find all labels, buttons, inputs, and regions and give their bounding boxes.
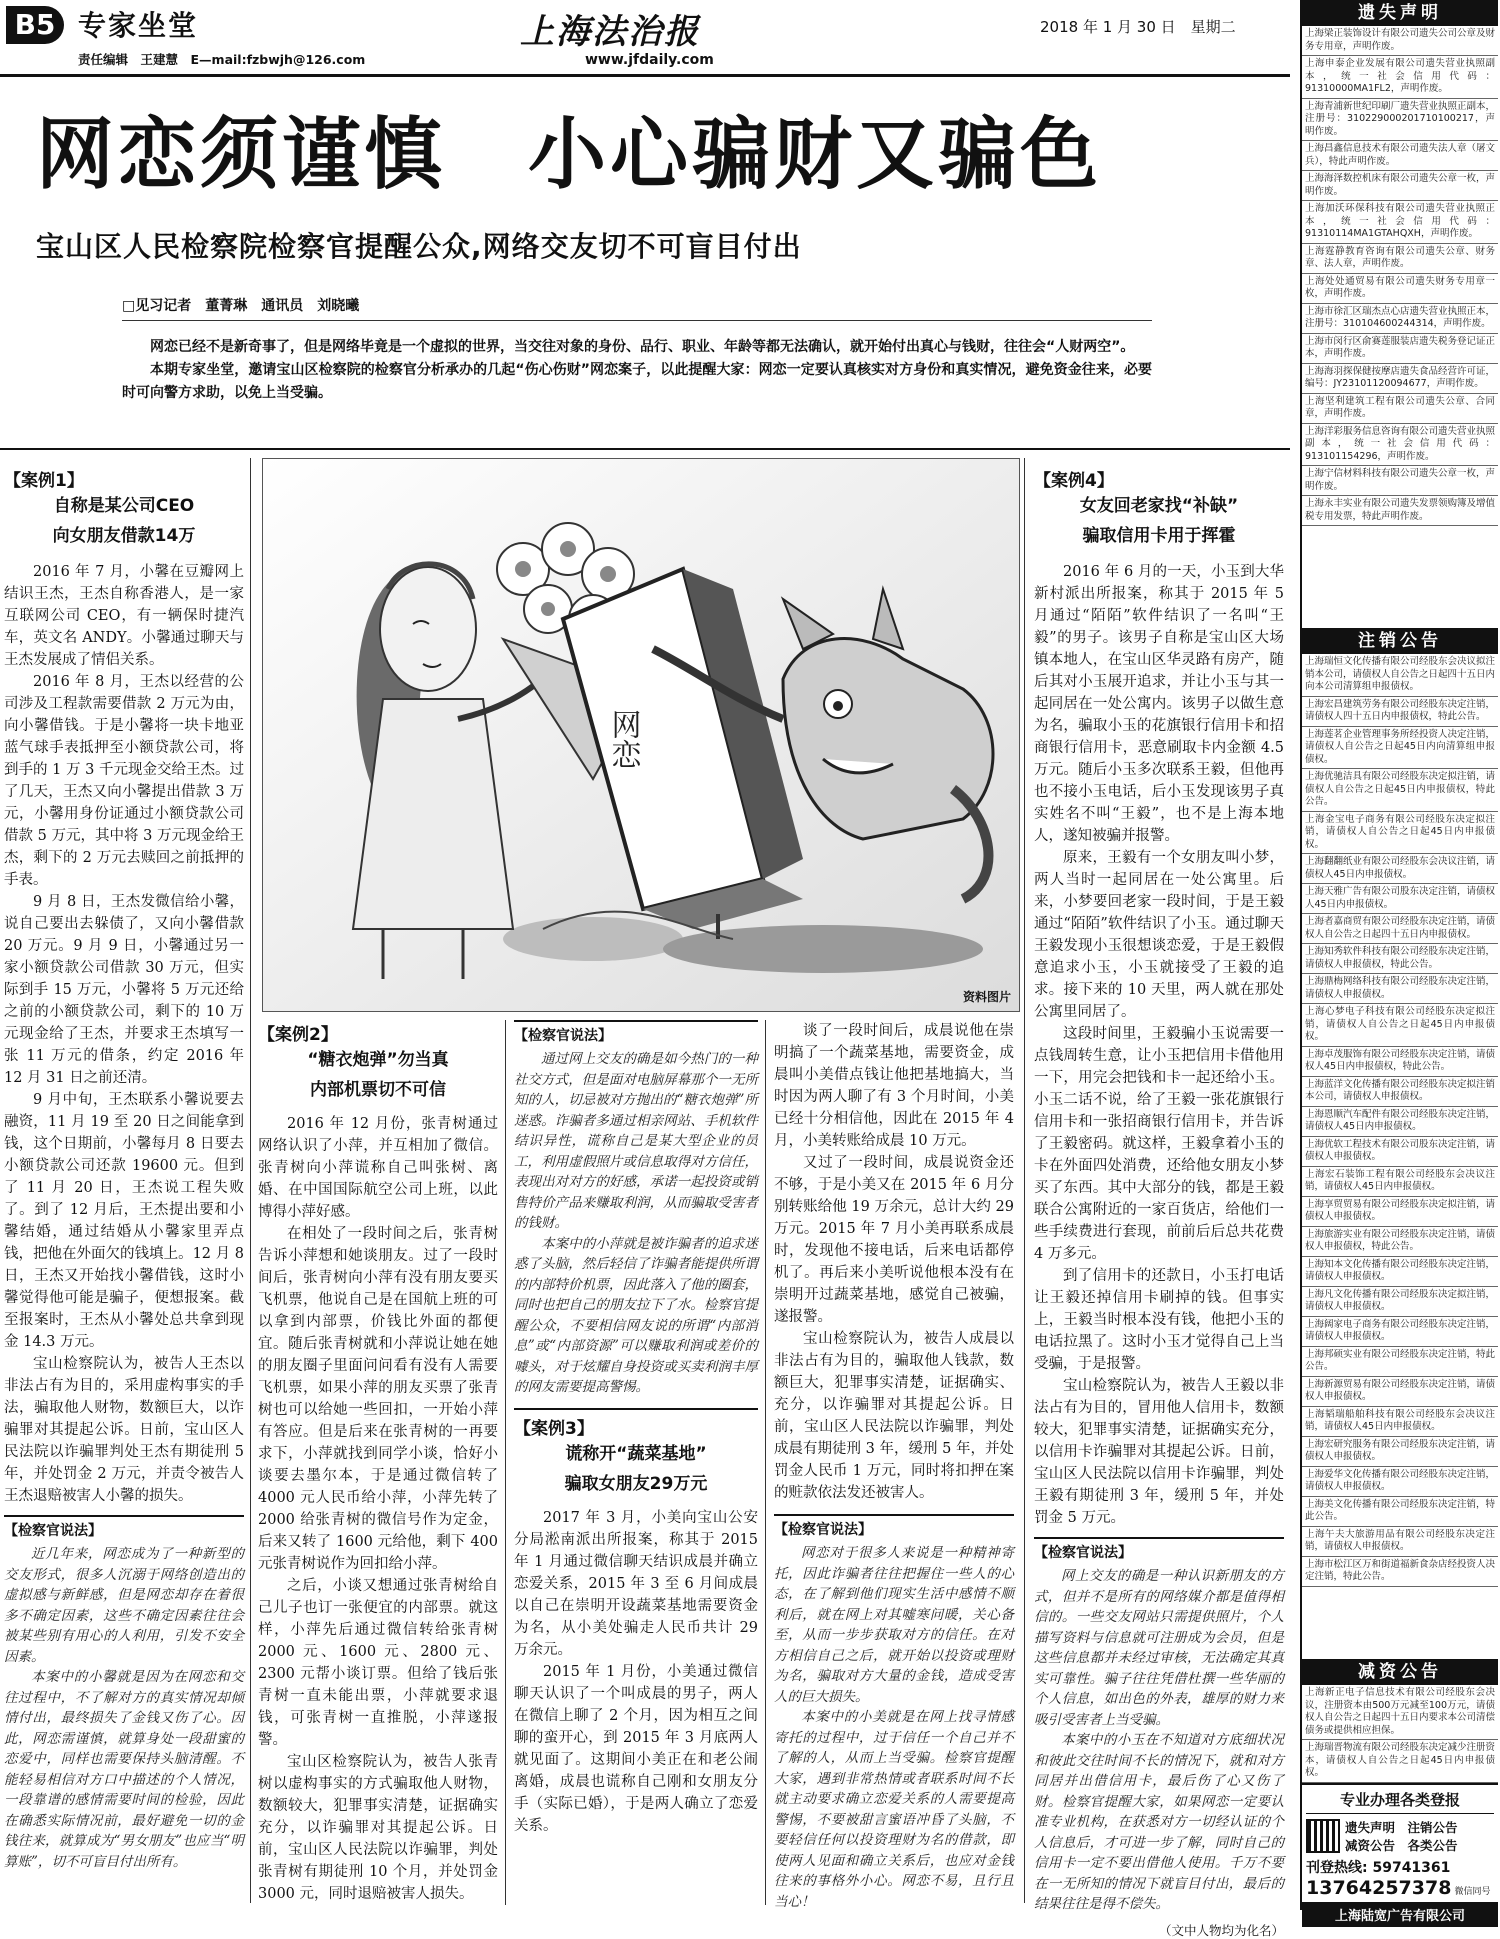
classifieds-rail [1300,0,1498,1924]
case4-paragraph: 宝山检察院认为，被告人王毅以非法占有为目的，冒用他人信用卡，数额较大，犯罪事实清楚，证据确实充分，以信用卡诈骗罪对其提起公诉。日前，宝山区人民法院以信用卡诈骗罪，判处王毅有期徒刑 3 年，缓刑 5 年，并处罚金 5 万元。 [1034,1378,1284,1526]
classified-notice: 上海卓茂服饰有限公司经股东决定注销，请债权人45日内申报债权，特此公告。 [1302,1047,1498,1077]
classified-notice: 上海邦硕实业有限公司经股东决定注销，特此公告。 [1302,1347,1498,1377]
case2-note: 通过网上交友的确是如今热门的一种社交方式，但是面对电脑屏幕那个一无所知的人，切忌被对方抛出的“糖衣炮弹”所迷惑。诈骗者多通过相亲网站、手机软件结识异性，谎称自己是某大型企业的员工，利用虚假照片或信息取得对方信任，表现出对对方的好感，承诺一起投资或销售特价产品来赚取利润，从而骗取受害者的钱财。 [514,1051,758,1231]
lead-paragraph: 网恋已经不是新奇事了，但是网络毕竟是一个虚拟的世界，当交往对象的身份、品行、职业、年龄等都无法确认，就开始付出真心与钱财，往往会“人财两空”。 [150,339,1135,355]
classified-notice: 上海申泰企业发展有限公司遗失营业执照副本，统一社会信用代码：91310000MA1FL2，声明作废。 [1302,56,1498,99]
case3-tag: 【案例3】 [514,1408,758,1439]
classified-notice: 上海市闵行区俞赛莲服装店遗失税务登记证正本，声明作废。 [1302,334,1498,364]
editor-line: 责任编辑 王建慧 E—mail:fzbwjh@126.com [78,52,366,67]
masthead [0,0,1295,90]
classified-notice: 上海加沃环保科技有限公司遗失营业执照正本，统一社会信用代码：91310114MA1GTAHQXH，声明作废。 [1302,201,1498,244]
classified-notice: 上海美文化传播有限公司经股东决定注销，特此公告。 [1302,1497,1498,1527]
classified-notice: 上海凡文化传播有限公司经股东决定拟注销，请债权人申报债权。 [1302,1287,1498,1317]
masthead-rule [0,74,1290,77]
classified-notice: 上海优驰洁具有限公司经股东决定拟注销，请债权人自公告之日起45日内申报债权，特此公告。 [1302,769,1498,812]
case1-paragraph: 2016 年 8 月，王杰以经营的公司涉及工程款需要借款 2 万元为由，向小馨借钱。于是小馨将一块卡地亚蓝气球手表抵押至小额贷款公司，将到手的 1 万 3 千元现金交给王杰。过了几天，王杰又向小馨提出借款 3 万元，小馨用身份证通过小额贷款公司借款 5 万元，其中将 3 万元现金给王杰，剩下的 2 万元去赎回之前抵押的手表。 [4,674,244,888]
capital-reduction-list [1302,1685,1498,1783]
case4-note-tag: 【检察官说法】 [1034,1537,1284,1562]
case4-title-line2: 骗取信用卡用于挥霍 [1082,526,1236,546]
classified-notice: 上海韬瑞船舶科技有限公司经股东会决议注销，请债权人45日内申报债权。 [1302,1407,1498,1437]
case1-paragraph: 9 月 8 日，王杰发微信给小馨，说自己要出去躲债了，又向小馨借款 20 万元。9 月 9 日，小馨通过另一家小额贷款公司借款 30 万元，但实际到手 15 万元，小馨将 5 万元还给之前的小额贷款公司，剩下的 10 万元现金给了王杰，并要求王杰填写一张 11 万元的借条，约定 2016 年 12 月 31 日之前还清。 [4,894,244,1086]
byline: □见习记者 董菁琳 通讯员 刘晓曦 [122,298,360,314]
classified-notice: 上海宏昌建筑劳务有限公司经股东决定注销，请债权人四十五日内申报债权，特此公告。 [1302,697,1498,727]
classified-notice: 上海洋彩服务信息咨询有限公司遗失营业执照副本，统一社会信用代码：913101154296，声明作废。 [1302,424,1498,467]
case2-paragraph: 宝山区检察院认为，被告人张青树以虚构事实的方式骗取他人财物，数额较大，犯罪事实清楚，证据确实充分，以诈骗罪对其提起公诉。日前，宝山区人民法院以诈骗罪，判处张青树有期徒刑 10 个月，并处罚金 3000 元，同时退赔被害人损失。 [258,1754,498,1902]
case1-paragraph: 宝山检察院认为，被告人王杰以非法占有为目的，采用虚构事实的手法，骗取他人财物，数额巨大，以诈骗罪对其提起公诉。日前，宝山区人民法院以诈骗罪判处王杰有期徒刑 5 年，并处罚金 2 万元，并责令被告人王杰退赔被害人小馨的损失。 [4,1356,244,1504]
case2-note: 本案中的小萍就是被诈骗者的追求迷惑了头脑，然后轻信了诈骗者能提供所谓的内部特价机票，因此落入了他的圈套，同时也把自己的朋友拉下了水。检察官提醒公众，不要相信网友说的所谓“内部消息”或“内部资源”可以赚取利润或差价的噱头，对于炫耀自身投资或买卖利润丰厚的网友需要提高警惕。 [514,1235,758,1395]
classified-notice: 上海鼎梅网络科技有限公司经股东决定注销，请债权人申报债权。 [1302,974,1498,1004]
case3-note: 网恋对于很多人来说是一种精神寄托，因此诈骗者往往把握住一些人的心态，在了解到他们现实生活中感情不顺利后，就在网上对其嘘寒问暖，关心备至，从而一步步获取对方的信任。在对方相信自己之后，就开始以投资或理财为名，骗取对方大量的金钱，造成受害人的巨大损失。 [774,1545,1014,1705]
classified-notice: 上海恩顺汽车配件有限公司经股东决定注销，请债权人45日内申报债权。 [1302,1107,1498,1137]
page-code-badge: B5 [6,6,64,44]
classified-notice: 上海永丰实业有限公司遗失发票领购簿及增值税专用发票，特此声明作废。 [1302,496,1498,526]
case2-title-line2: 内部机票切不可信 [310,1080,446,1100]
issue-date: 2018 年 1 月 30 日 星期二 [1040,18,1236,36]
case1-paragraph: 2016 年 7 月，小馨在豆瓣网上结识王杰，王杰自称香港人，是一家互联网公司 CEO，有一辆保时捷汽车，英文名 ANDY。小馨通过聊天与王杰发展成了情侣关系。 [4,564,244,668]
case1-title-line1: 自称是某公司CEO [53,496,195,516]
classified-notice: 上海宏研究服务有限公司经股东决定注销，请债权人申报债权。 [1302,1437,1498,1467]
case4-paragraph: 2016 年 6 月的一天，小玉到大华新村派出所报案，称其于 2015 年 5 月通过“陌陌”软件结识了一名叫“王毅”的男子。该男子自称是宝山区大场镇本地人，在宝山区华灵路有房产，随后其对小玉展开追求，并让小玉与其一起同居在一处公寓内。该男子以做生意为名，骗取小玉的花旗银行信用卡和招商银行信用卡，恶意刷取卡内金额 4.5 万元。随后小玉多次联系王毅，但他再也不接小玉电话，后小玉发现该男子真实姓名不叫“王毅”，也不是上海本地人，遂知被骗并报警。 [1034,564,1284,844]
classified-notice: 上海蓝洋文化传播有限公司经股东决定拟注销本公司，请债权人申报债权。 [1302,1077,1498,1107]
classified-notice: 上海市松江区万和街道福新食杂店经投资人决定注销，特此公告。 [1302,1557,1498,1587]
case3-paragraph: 2015 年 1 月份，小美通过微信聊天认识了一个叫成晨的男子，两人在微信上聊了 2 个月，因为相互之间聊的蛮开心，到 2015 年 3 月底两人就见面了。这期间小美正在和老公闹离婚，成晨也谎称自己刚和女朋友分手（实际已婚），于是两人确立了恋爱关系。 [514,1663,758,1834]
classified-notice: 上海莲茗企业管理事务所经投资人决定注销，请债权人自公告之日起45日内向清算组申报债权。 [1302,727,1498,770]
case2-tag: 【案例2】 [258,1025,338,1045]
classified-notice: 上海处处通贸易有限公司遗失财务专用章一枚，声明作废。 [1302,274,1498,304]
advertisement-box [1302,1783,1498,1927]
ad-line: 遗失声明 注销公告 [1345,1820,1458,1835]
classified-notice: 上海享贸贸易有限公司经股东决定拟注销，请债权人申报债权。 [1302,1197,1498,1227]
classified-notice: 上海阔家电子商务有限公司经股东决定注销，请债权人申报债权。 [1302,1317,1498,1347]
case1-tag: 【案例1】 [4,471,84,491]
lead-bottom-rule [0,448,1290,450]
image-credit: 资料图片 [962,990,1011,1004]
case2-title-line1: “糖衣炮弹”勿当真 [307,1050,449,1070]
case3-note-tag: 【检察官说法】 [774,1514,1014,1539]
classified-notice: 上海知本文化传播有限公司经股东决定注销，请债权人申报债权。 [1302,1257,1498,1287]
online-dating-illustration [263,459,1019,1011]
names-footnote: （文中人物均为化名） [1158,1922,1284,1938]
classified-notice: 上海翻翻纸业有限公司经股东会决议注销，请债权人45日内申报债权。 [1302,854,1498,884]
classified-notice: 上海海泽数控机床有限公司遗失公章一枚，声明作废。 [1302,171,1498,201]
subheadline: 宝山区人民检察院检察官提醒公众,网络交友切不可盲目付出 [36,230,802,263]
classified-notice: 上海优软工程技术有限公司股东决定注销，请债权人申报债权。 [1302,1137,1498,1167]
case4-tag: 【案例4】 [1034,471,1114,491]
classified-notice: 上海宁信材料科技有限公司遗失公章一枚，声明作废。 [1302,466,1498,496]
deregistration-list [1302,654,1498,1659]
paper-name: 上海法治报 [520,12,700,52]
classified-notice: 上海爱华文化传播有限公司经股东决定注销，请债权人申报债权。 [1302,1467,1498,1497]
column-divider [765,1020,766,1905]
screen-text: 网恋 [605,709,641,769]
ad-mobile-note: 微信同号 [1454,1887,1491,1897]
case4-column [1034,466,1284,1938]
case4-note: 本案中的小玉在不知道对方底细状况和彼此交往时间不长的情况下，就和对方同居并出借信用卡，最后伤了心又伤了财。检察官提醒大家，如果网恋一定要认准专业机构，在获悉对方一切经认证的个人信息后，才可进一步了解，同时自己的信用卡一定不要出借他人使用。千万不要在一无所知的情况下就盲目付出，最后的结果往往是得不偿失。 [1034,1732,1284,1912]
case1-note-tag: 【检察官说法】 [4,1515,244,1540]
case4-title-line1: 女友回老家找“补缺” [1079,496,1239,516]
column-divider [250,458,251,1903]
qr-code-icon [1306,1819,1340,1853]
lead-paragraph: 本期专家坐堂，邀请宝山区检察院的检察官分析承办的几起“伤心伤财”网恋案子，以此提醒大家：网恋一定要认真核实对方身份和真实情况，避免资金往来，必要时可向警方求助，以免上当受骗。 [122,362,1152,401]
case1-note: 本案中的小馨就是因为在网恋和交往过程中，不了解对方的真实情况却倾情付出，最终损失了金钱又伤了心。因此，网恋需谨慎，就算身处一段甜蜜的恋爱中，同样也需要保持头脑清醒。不能轻易相信对方口中描述的个人情况，一段靠谱的感情需要时间的检验，因此在确悉实际情况前，最好避免一切的金钱往来，就算成为“男女朋友”也应当“明算账”，切不可盲目付出所有。 [4,1669,244,1870]
ad-hotline: 刊登热线: 59741361 [1306,1860,1451,1876]
classified-notice: 上海坚利建筑工程有限公司遗失公章、合同章，声明作废。 [1302,394,1498,424]
lost-notice-header: 遗失声明 [1302,0,1498,26]
classified-notice: 上海午夫大旅游用品有限公司经股东决定注销，请债权人申报债权。 [1302,1527,1498,1557]
section-title: 专家坐堂 [78,9,199,42]
classified-notice: 上海市徐汇区瑞杰点心店遗失营业执照正本，注册号：310104600244314，声明作废。 [1302,304,1498,334]
byline-rule [122,320,1152,321]
classified-notice: 上海知秀软件科技有限公司经股东决定注销，请债权人申报债权，特此公告。 [1302,944,1498,974]
case4-paragraph: 这段时间里，王毅骗小玉说需要一点钱周转生意，让小玉把信用卡借他用一下，用完会把钱和卡一起还给小玉。小玉二话不说，给了王毅一张花旗银行信用卡和一张招商银行信用卡，并告诉了王毅密码。就这样，王毅拿着小玉的卡在外面四处消费，还给他女朋友小梦买了东西。其中大部分的钱，都是王毅联合公寓附近的一家百货店，给他们一些手续费进行套现，前前后后总共花费 4 万多元。 [1034,1026,1284,1262]
column-divider [1024,458,1025,1903]
classified-notice: 上海新源贸易有限公司经股东决定注销，请债权人申报债权。 [1302,1377,1498,1407]
case3-paragraph: 谈了一段时间后，成晨说他在崇明搞了一个蔬菜基地，需要资金，成晨叫小美借点钱让他把基地搞大，当时因为两人聊了有 3 个月时间，小美已经十分相信他，因此在 2015 年 4 月，小美转账给成晨 10 万元。 [774,1023,1014,1149]
case4-paragraph: 到了信用卡的还款日，小玉打电话让王毅还掉信用卡刷掉的钱。但事实上，王毅当时根本没有钱，他把小玉的电话拉黑了。这时小玉才觉得自己上当受骗，于是报警。 [1034,1268,1284,1372]
case3-paragraph: 2017 年 3 月，小美向宝山公安分局淞南派出所报案，称其于 2015 年 1 月通过微信聊天结识成晨并确立恋爱关系，2015 年 3 至 6 月间成晨以自己在崇明开设蔬菜基地需要资金为名，从小美处骗走人民币共计 29 万余元。 [514,1509,758,1658]
capital-reduction-header: 减资公告 [1302,1659,1498,1685]
case3-paragraph: 宝山检察院认为，被告人成晨以非法占有为目的，骗取他人钱款，数额巨大，犯罪事实清楚，证据确实、充分，以诈骗罪对其提起公诉。日前，宝山区人民法院以诈骗罪，判处成晨有期徒刑 3 年，缓刑 5 年，并处罚金人民币 1 万元，同时将扣押在案的赃款依法发还被害人。 [774,1331,1014,1501]
classified-notice: 上海梁正装饰设计有限公司遗失公司公章及财务专用章，声明作废。 [1302,26,1498,56]
case1-column [4,466,244,1906]
classified-notice: 上海宏石装饰工程有限公司经股东会决议注销，请债权人45日内申报债权。 [1302,1167,1498,1197]
ad-mobile: 13764257378 [1306,1877,1452,1899]
case1-note: 近几年来，网恋成为了一种新型的交友形式，很多人沉溺于网络创造出的虚拟感与新鲜感，但是网恋却存在着很多不确定因素，这些不确定因素往往会被某些别有用心的人利用，引发不安全因素。 [4,1546,244,1665]
case2-column [258,1020,498,1905]
illustration [262,458,1020,1012]
case4-note: 网上交友的确是一种认识新朋友的方式，但并不是所有的网络媒介都是值得相信的。一些交友网站只需提供照片，个人描写资料与信息就可注册成为会员，但是这些信息都并未经过审核，无法确定其真实可靠性。骗子往往凭借杜撰一些华丽的个人信息，如出色的外表，雄厚的财力来吸引受害者上当受骗。 [1034,1568,1284,1728]
case3-paragraph: 又过了一段时间，成晨说资金还不够，于是小美又在 2015 年 6 月分别转账给他 19 万余元，总计大约 29 万元。2015 年 7 月小美再联系成晨时，发现他不接电话，后来电话都停机了。再后来小美听说他根本没有在崇明开过蔬菜基地，感觉自己被骗，遂报警。 [774,1155,1014,1325]
case3-title-line2: 骗取女朋友29万元 [564,1473,708,1494]
classified-notice: 上海瑞晋物流有限公司经股东决定减少注册资本，请债权人自公告之日起45日内申报债权。 [1302,1740,1498,1783]
website: www.jfdaily.com [585,52,714,68]
case1-paragraph: 9 月中旬，王杰联系小馨说要去融资，11 月 19 至 20 日之间能拿到钱，这个日期前，小馨每月 8 日要去小额贷款公司还款 19600 元。但到了 11 月 20 日，王杰说工程失败了。到了 12 月后，王杰提出要和小馨结婚，通过结婚从小馨家里弄点钱，把他在外面欠的钱填上。12 月 8 日，王杰又开始找小馨借钱，这时小馨觉得他可能是骗子，便想报案。截至报案时，王杰从小馨处总共拿到现金 14.3 万元。 [4,1092,244,1350]
case1-title-line2: 向女朋友借款14万 [52,526,196,546]
ad-title: 专业办理各类登报 [1306,1789,1494,1814]
case3-note: 本案中的小美就是在网上找寻情感寄托的过程中，过于信任一个自己并不了解的人，从而上当受骗。检察官提醒大家，遇到非常热情或者联系时间不长就主动要求确立恋爱关系的人需要提高警惕，不要被甜言蜜语冲昏了头脑，不要轻信任何以投资理财为名的借款，即使两人见面和确立关系后，也应对金钱往来的事格外小心。网恋不易，且行且当心！ [774,1709,1014,1910]
column-divider [505,1020,506,1905]
classified-notice: 上海瑞恒文化传播有限公司经股东会决议拟注销本公司，请债权人自公告之日起四十五日内向本公司清算组申报债权。 [1302,654,1498,697]
classified-notice: 上海旅游实业有限公司经股东决定注销，请债权人申报债权，特此公告。 [1302,1227,1498,1257]
classified-notice: 上海心梦电子科技有限公司经股东决定拟注销，请债权人自公告之日起45日内申报债权。 [1302,1004,1498,1047]
case2-note-column [514,1020,758,1905]
ad-line: 减资公告 各类公告 [1345,1838,1458,1853]
lost-notice-list [1302,26,1498,628]
case2-paragraph: 之后，小谈又想通过张青树给自己儿子也订一张便宜的内部票。就这样，小萍先后通过微信转给张青树 2000 元、1600 元、2800 元、2300 元帮小谈订票。但给了钱后张青树一直未能出票，小萍就要求退钱，可张青树一直推脱，小萍遂报警。 [258,1578,498,1748]
classified-notice: 上海霆静教育咨询有限公司遗失公章、财务章、法人章，声明作废。 [1302,244,1498,274]
classified-notice: 上海青浦新世纪印刷厂遗失营业执照正副本，注册号：310229000201710100217，声明作废。 [1302,99,1498,142]
case2-paragraph: 在相处了一段时间之后，张青树告诉小萍想和她谈朋友。过了一段时间后，张青树向小萍有没有朋友要买飞机票，他说自己是在国航上班的可以拿到内部票，价钱比外面的都便宜。随后张青树就和小萍说让她在她的朋友圈子里面问问看有没有人需要飞机票，如果小萍的朋友买票了张青树也可以给她一些回扣，一开始小萍有答应。但是后来在张青树的一再要求下，小萍就找到同学小谈，恰好小谈要去墨尔本，于是通过微信转了 4000 元人民币给小萍，小萍先转了 2000 给张青树的微信号作为定金，后来又转了 1600 元给他，剩下 400 元张青树说作为回扣给小萍。 [258,1226,498,1572]
classified-notice: 上海新正电子信息技术有限公司经股东会决议，注册资本由500万元减至100万元，请债权人自公告之日起四十五日内要求本公司清偿债务或提供相应担保。 [1302,1685,1498,1740]
ad-company: 上海陆宽广告有限公司 [1302,1902,1498,1927]
case2-note-tag: 【检察官说法】 [514,1020,758,1045]
case2-paragraph: 2016 年 12 月份，张青树通过网络认识了小萍，并互相加了微信。张青树向小萍谎称自己叫张树、离婚、在中国国际航空公司上班，以此博得小萍好感。 [258,1116,498,1220]
classified-notice: 上海昌鑫信息技术有限公司遗失法人章（屠文兵），特此声明作废。 [1302,141,1498,171]
case3-column [774,1020,1014,1910]
headline: 网恋须谨慎 小心骗财又骗色 [36,109,1103,200]
case4-paragraph: 原来，王毅有一个女朋友叫小梦，两人当时一起同居在一处公寓里。后来，小梦要回老家一段时间，于是王毅通过“陌陌”软件结识了小玉。通过聊天王毅发现小玉很想谈恋爱，于是王毅假意追求小玉，小玉就接受了王毅的追求。接下来的 10 天里，两人就在那处公寓里同居了。 [1034,850,1284,1020]
classified-notice: 上海者嘉商贸有限公司经股东决定注销，请债权人自公告之日起四十五日内申报债权。 [1302,914,1498,944]
classified-notice: 上海海羽探保健按摩店遗失食品经营许可证，编号：JY23101120094677，声明作废。 [1302,364,1498,394]
deregistration-header: 注销公告 [1302,628,1498,654]
case3-title-line1: 谎称开“蔬菜基地” [565,1443,707,1464]
classified-notice: 上海天雅广告有限公司股东决定注销，请债权人45日内申报债权。 [1302,884,1498,914]
classified-notice: 上海金宝电子商务有限公司经股东决定拟注销，请债权人自公告之日起45日内申报债权。 [1302,812,1498,855]
lead-paragraphs [122,336,1152,405]
